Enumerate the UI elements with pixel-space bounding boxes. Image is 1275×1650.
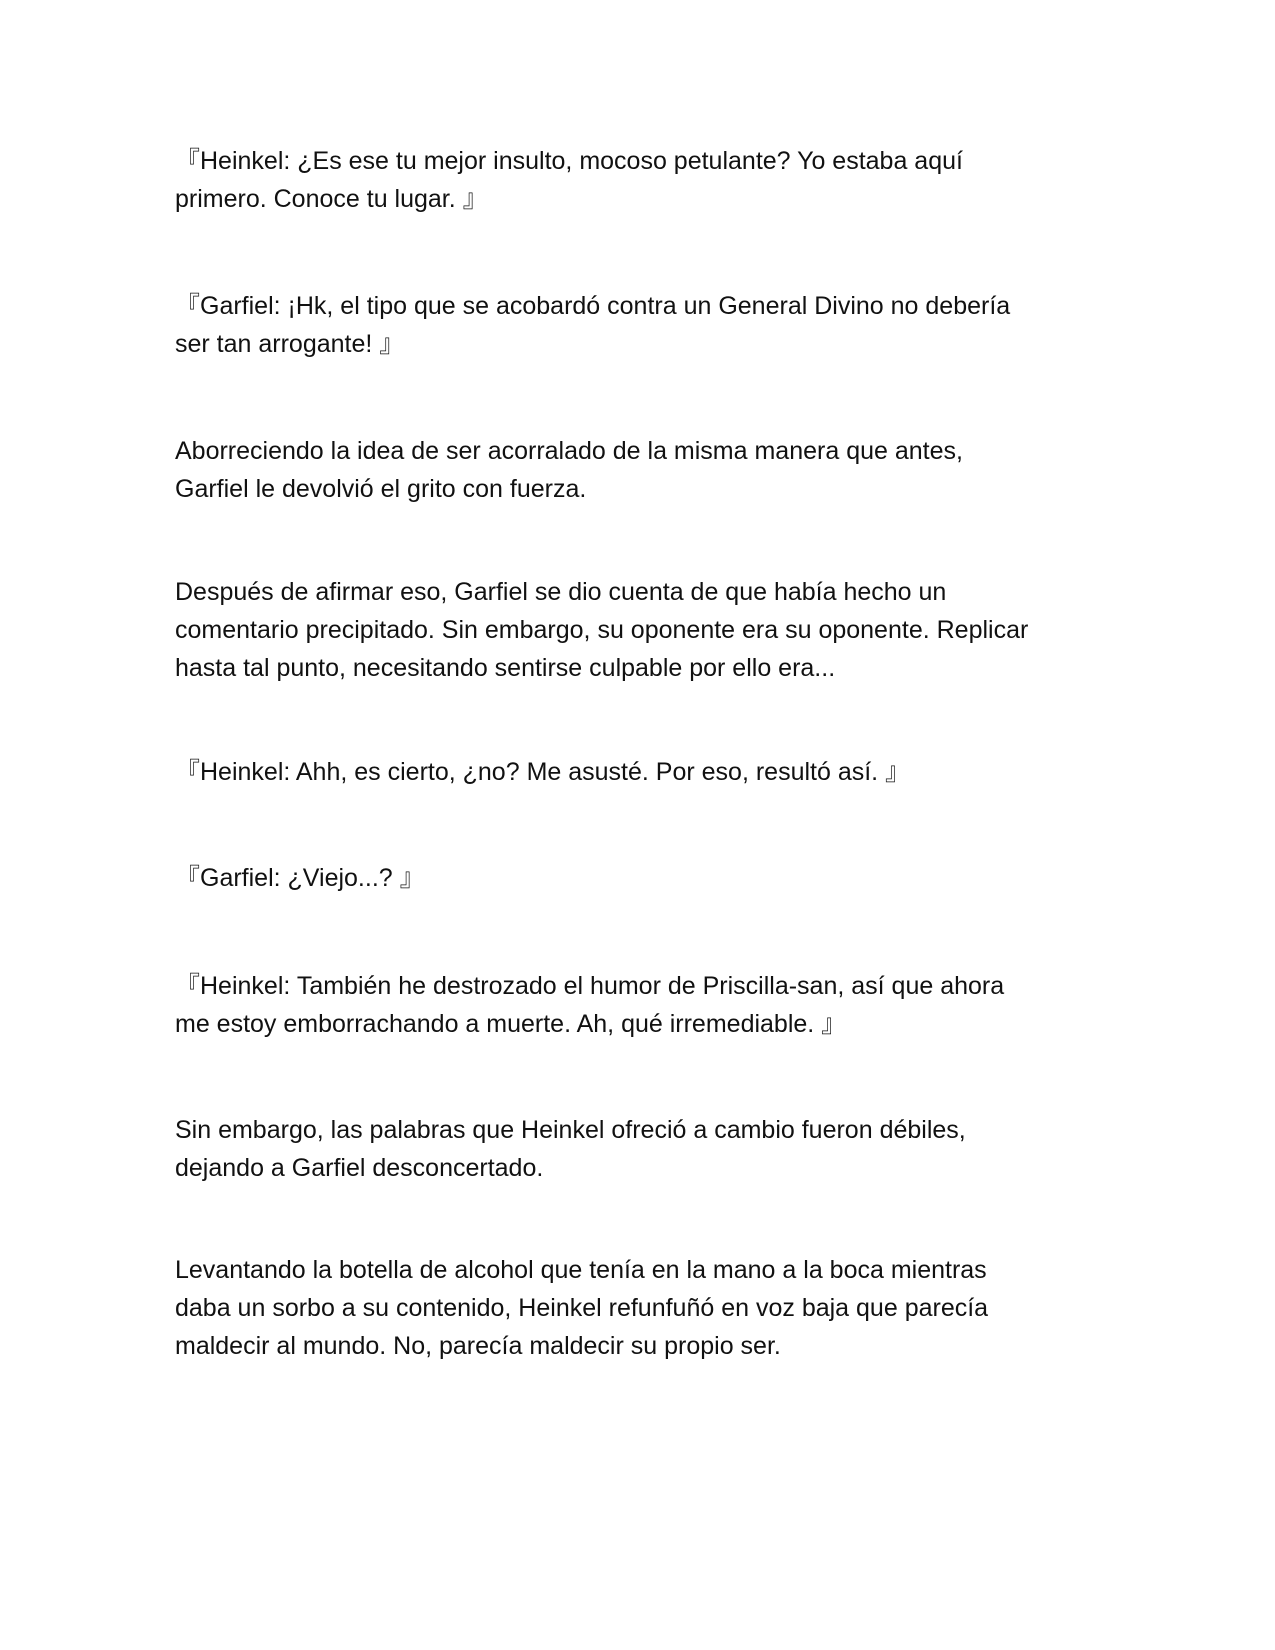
- narration-paragraph: Sin embargo, las palabras que Heinkel ofreció a cambio fueron débiles, dejando a Garfiel desconcertado.: [175, 1116, 966, 1182]
- narration-paragraph: Levantando la botella de alcohol que tenía en la mano a la boca mientras daba un sorbo a su contenido, Heinkel refunfuñó en voz baja que parecía maldecir al mundo. No, parecía maldecir su propio ser.: [175, 1256, 989, 1360]
- dialogue-heinkel-insult: 『Heinkel: ¿Es ese tu mejor insulto, mocoso petulante? Yo estaba aquí primero. Conoce tu lugar. 』: [175, 147, 963, 213]
- dialogue-heinkel-scared: 『Heinkel: Ahh, es cierto, ¿no? Me asusté. Por eso, resultó así. 』: [175, 758, 911, 786]
- dialogue-heinkel-drunk: 『Heinkel: También he destrozado el humor de Priscilla-san, así que ahora me estoy emborrachando a muerte. Ah, qué irremediable. 』: [175, 972, 1005, 1038]
- dialogue-garfiel-retort: 『Garfiel: ¡Hk, el tipo que se acobardó contra un General Divino no debería ser tan arrogante! 』: [175, 292, 1011, 358]
- narration-paragraph: Aborreciendo la idea de ser acorralado de la misma manera que antes, Garfiel le devolvió el grito con fuerza.: [175, 437, 963, 503]
- narration-paragraph: Después de afirmar eso, Garfiel se dio cuenta de que había hecho un comentario precipitado. Sin embargo, su oponente era su oponente. Replicar hasta tal punto, necesitando sentirse culpable por ello era...: [175, 578, 1029, 682]
- dialogue-garfiel-question: 『Garfiel: ¿Viejo...? 』: [175, 864, 425, 892]
